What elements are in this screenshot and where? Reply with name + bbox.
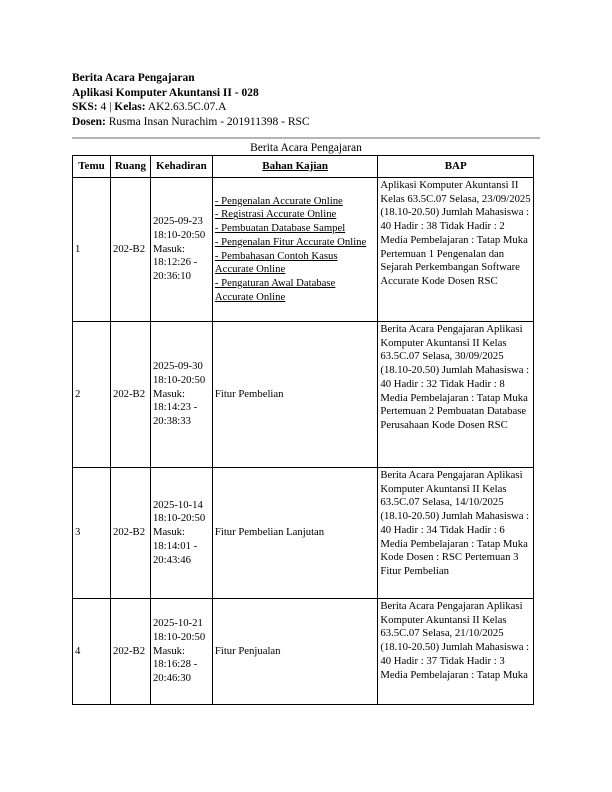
col-header-temu: Temu [73,156,111,178]
kelas-label: Kelas: [114,101,146,113]
cell-bahan-kajian [212,178,377,322]
cell-kehadiran: 2025-09-30 18:10-20:50 Masuk: 18:14:23 - 20:38:33 [150,322,212,468]
cell-bap: Berita Acara Pengajaran Aplikasi Komputer Akuntansi II Kelas 63.5C.07 Selasa, 14/10/2025 (18.10-20.50) Jumlah Mahasiswa : 40 Hadir : 34 Tidak Hadir : 6 Media Pembelajaran : Tatap Muka Kode Dosen : RSC Pertemuan 3 Fitur Pembelian [378,468,534,599]
dosen-label: Dosen: [72,115,106,128]
bahan-kajian-item: - Registrasi Accurate Online [214,208,337,221]
bahan-kajian-item: - Pengaturan Awal Database Accurate Online [214,276,336,303]
kelas-value: AK2.63.5C.07.A [145,101,227,113]
col-header-ruang: Ruang [110,156,150,178]
cell-kehadiran: 2025-10-21 18:10-20:50 Masuk: 18:16:28 - 20:46:30 [150,599,212,705]
header-divider [72,137,540,139]
attendance-table [72,155,534,705]
sks-label: SKS: [72,101,98,113]
table-row [73,599,534,705]
bahan-kajian-item: - Pengenalan Accurate Online [214,194,343,207]
cell-temu: 4 [73,599,111,705]
cell-bap: Berita Acara Pengajaran Aplikasi Komputer Akuntansi II Kelas 63.5C.07 Selasa, 30/09/2025 (18.10-20.50) Jumlah Mahasiswa : 40 Hadir : 32 Tidak Hadir : 8 Media Pembelajaran : Tatap Muka Pertemuan 2 Pembuatan Database Perusahaan Kode Dosen RSC [378,322,534,468]
cell-bap: Aplikasi Komputer Akuntansi II Kelas 63.5C.07 Selasa, 23/09/2025 (18.10-20.50) Jumlah Mahasiswa : 40 Hadir : 38 Tidak Hadir : 2 Media Pembelajaran : Tatap Muka Pertemuan 1 Pengenalan dan Sejarah Perkembangan Software Accurate Kode Dosen RSC [378,178,534,322]
cell-ruang: 202-B2 [110,322,150,468]
table-row [73,178,534,322]
cell-kehadiran: 2025-09-23 18:10-20:50 Masuk: 18:12:26 - 20:36:10 [150,178,212,322]
cell-bahan-kajian [212,599,377,705]
cell-temu: 3 [73,468,111,599]
bahan-kajian-item: Fitur Penjualan [214,644,281,657]
sks-value: 4 | [97,101,115,113]
col-header-bahan-kajian [212,156,377,178]
bahan-kajian-item: Fitur Pembelian [214,387,284,400]
bahan-kajian-item: - Pembuatan Database Sampel [214,222,346,235]
bahan-kajian-item: - Pengenalan Fitur Accurate Online [214,235,367,248]
bahan-kajian-header-text: Bahan Kajian [262,159,328,172]
col-header-kehadiran: Kehadiran [150,156,212,178]
course-name: Aplikasi Komputer Akuntansi II - 028 [72,86,259,99]
table-caption: Berita Acara Pengajaran [250,142,362,154]
table-header-row [73,156,534,178]
cell-bahan-kajian [212,322,377,468]
cell-temu: 1 [73,178,111,322]
cell-ruang: 202-B2 [110,468,150,599]
table-row [73,322,534,468]
cell-ruang: 202-B2 [110,599,150,705]
cell-temu: 2 [73,322,111,468]
cell-bap: Berita Acara Pengajaran Aplikasi Komputer Akuntansi II Kelas 63.5C.07 Selasa, 21/10/2025 (18.10-20.50) Jumlah Mahasiswa : 40 Hadir : 37 Tidak Hadir : 3 Media Pembelajaran : Tatap Muka [378,599,534,705]
document-header [72,71,310,129]
cell-kehadiran: 2025-10-14 18:10-20:50 Masuk: 18:14:01 - 20:43:46 [150,468,212,599]
cell-bahan-kajian [212,468,377,599]
cell-ruang: 202-B2 [110,178,150,322]
bahan-kajian-item: Fitur Pembelian Lanjutan [214,526,325,539]
document-title: Berita Acara Pengajaran [72,72,195,84]
dosen-line [72,115,310,130]
table-row [73,468,534,599]
dosen-value: Rusma Insan Nurachim - 201911398 - RSC [105,115,310,128]
bahan-kajian-item: - Pembahasan Contoh Kasus Accurate Online [214,249,338,276]
col-header-bap: BAP [378,156,534,178]
sks-kelas-line [72,100,310,115]
